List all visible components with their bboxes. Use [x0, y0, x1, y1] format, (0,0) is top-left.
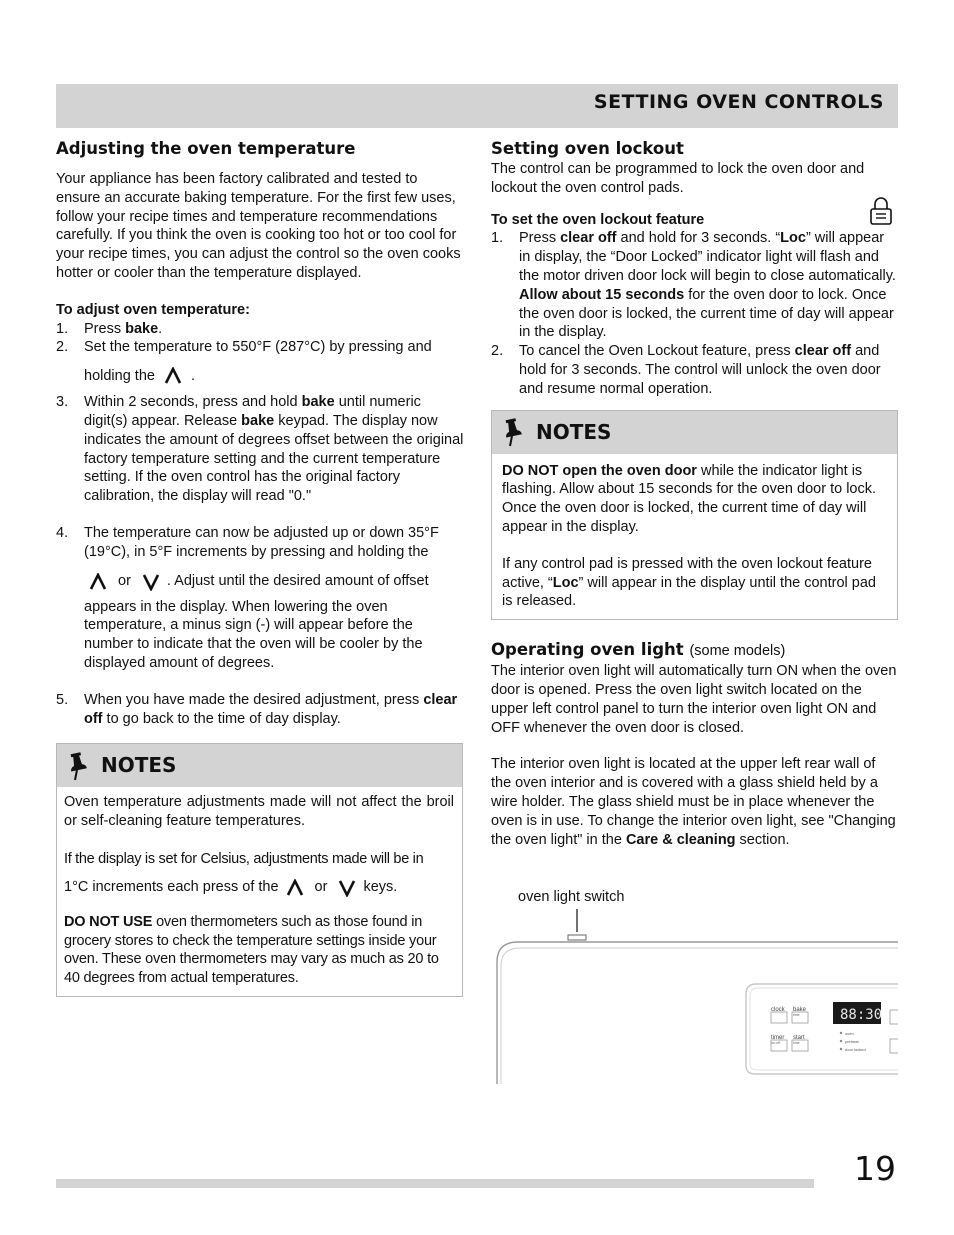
- notes-header: NOTES: [492, 411, 897, 454]
- header-band: [56, 84, 898, 128]
- lockout-step-2: 2. To cancel the Oven Lockout feature, press clear off and hold for 3 seconds. The control will unlock the oven door and resume normal operation.: [491, 343, 881, 397]
- svg-text:door locked: door locked: [845, 1047, 866, 1052]
- notes-header: NOTES: [57, 744, 462, 787]
- page-title: SETTING OVEN CONTROLS: [593, 91, 884, 113]
- up-arrow-icon: [88, 571, 108, 593]
- right-column: [491, 138, 899, 849]
- adjust-temp-subheading: To adjust oven temperature:: [56, 301, 250, 318]
- section-heading-oven-light: Operating oven light (some models): [491, 640, 786, 660]
- step-5: 5. When you have made the desired adjustment, press clear off to go back to the time of day display.: [56, 691, 458, 727]
- svg-text:oven: oven: [845, 1031, 854, 1036]
- oven-control-figure: [496, 888, 898, 1084]
- pushpin-icon: [502, 417, 524, 447]
- left-column: [56, 138, 464, 997]
- oven-light-p1: The interior oven light will automatically turn ON when the oven door is opened. Press the oven light switch located on the upper left control panel to turn the interior oven light ON and OFF whenever the oven door is closed.: [491, 663, 897, 736]
- notes-box-lockout: [491, 410, 898, 621]
- up-arrow-icon: [285, 877, 305, 899]
- notes-body: Oven temperature adjustments made will not affect the broil or self-cleaning feature temperatures. If the display is set for Celsius, adjustments made will be in 1°C increments each press of the or keys. DO NOT USE oven thermometers such as those found in grocery stores to check the temperature settings inside your oven. These oven thermometers may vary as much as 20 to 40 degrees from actual temperatures.: [64, 794, 454, 987]
- down-arrow-icon: [141, 571, 161, 593]
- lockout-steps: [491, 229, 899, 398]
- down-arrow-icon: [337, 877, 357, 899]
- notes-body: DO NOT open the oven door while the indicator light is flashing. Allow about 15 seconds for the oven door to lock. Once the oven door is locked, the current time of day will appear in the display. If any control pad is pressed with the oven lockout feature active, “Loc” will appear in the display until the control pad is released.: [502, 462, 877, 610]
- pad-timer-label: timer: [771, 1035, 785, 1041]
- figure-label-oven-light-switch: oven light switch: [518, 889, 625, 905]
- oven-light-p2: The interior oven light is located at the upper left rear wall of the oven interior and is covered with a glass shield held by a wire holder. The glass shield must be in place whenever the oven is in use. To change the interior oven light, see "Changing the oven light" in the Care & cleaning section.: [491, 756, 896, 848]
- pad-clock-label: clock: [771, 1007, 785, 1013]
- section-heading-adjust-temp: Adjusting the oven temperature: [56, 139, 356, 158]
- pad-start-label: start: [793, 1035, 805, 1041]
- step-4: 4. The temperature can now be adjusted up or down 35°F (19°C), in 5°F increments by pressing and holding the or . Adjust until the desired amount of offset appears in the display. When lowering the oven temperature, a minus sign (-) will appear before the number to indicate that the oven will be cooler by the displayed amount of degrees.: [56, 524, 439, 671]
- step-1: 1. Press bake.: [56, 320, 163, 337]
- svg-text:time: time: [793, 1013, 800, 1017]
- adjust-temp-steps: [56, 320, 464, 729]
- pushpin-icon: [67, 751, 89, 781]
- oven-panel-drawing: [496, 888, 898, 1084]
- step-3: 3. Within 2 seconds, press and hold bake until numeric digit(s) appear. Release bake keypad. The display now indicates the amount of degrees offset between the original factory temperature setting and the current temperature setting. If the oven control has the original factory calibration, the display will read "0.": [56, 394, 464, 505]
- notes-box-temperature: [56, 743, 463, 997]
- svg-text:time: time: [793, 1041, 800, 1045]
- lockout-intro: The control can be programmed to lock the oven door and lockout the oven control pads.: [491, 161, 865, 196]
- lock-icon: [869, 196, 893, 226]
- section-heading-lockout: Setting oven lockout: [491, 139, 684, 158]
- footer-bar: [56, 1179, 814, 1188]
- svg-text:on-off: on-off: [771, 1041, 780, 1045]
- step-2: 2. Set the temperature to 550°F (287°C) by pressing and holding the .: [56, 338, 464, 387]
- lockout-subheading: To set the oven lockout feature: [491, 211, 705, 228]
- pad-bake-label: bake: [793, 1007, 807, 1013]
- adjust-temp-intro: Your appliance has been factory calibrated and tested to ensure an accurate baking temperature. For the first few uses, follow your recipe times and temperature recommendations carefully. If you think the oven is cooking too hot or too cool for your recipe times, you can adjust the control so the oven cooks hotter or cooler than the temperature displayed.: [56, 171, 461, 281]
- svg-text:preheat: preheat: [845, 1039, 859, 1044]
- lockout-step-1: 1. Press clear off and hold for 3 seconds. “Loc” will appear in display, the “Door Locked” indicator light will flash and the motor driven door lock will begin to close automatically. Allow about 15 seconds for the oven door to lock. Once the oven door is locked, the current time of day will appear in the display.: [491, 230, 896, 341]
- up-arrow-icon: [163, 365, 183, 387]
- page-number: 19: [854, 1149, 896, 1188]
- panel-display-readout: 88:30: [840, 1007, 883, 1023]
